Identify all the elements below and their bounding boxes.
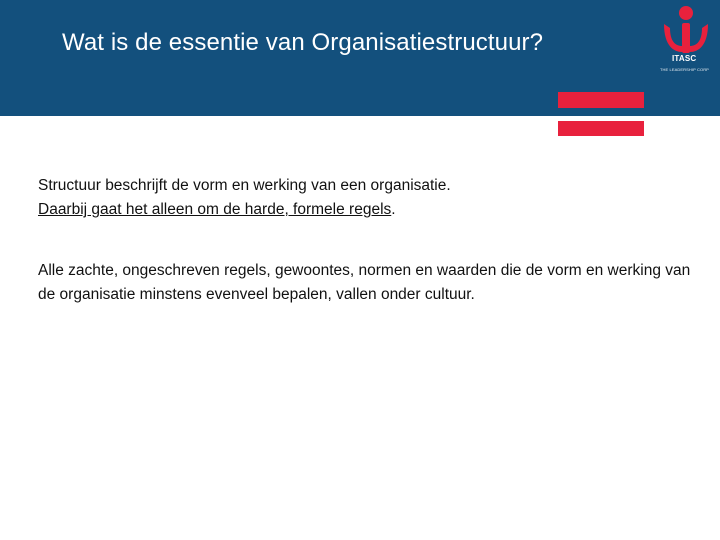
paragraph-structuur [38, 174, 698, 222]
logo-name: ITASC [672, 54, 697, 63]
slide-title: Wat is de essentie van Organisatiestructuur? [62, 29, 544, 56]
logo-tagline: THE LEADERSHIP CORP [660, 67, 709, 72]
paragraph-cultuur: Alle zachte, ongeschreven regels, gewoontes, normen en waarden die de vorm en werking van de organisatie minstens evenveel bepalen, vallen onder cultuur. [38, 262, 691, 303]
underlined-text: Daarbij gaat het alleen om de harde, formele regels [38, 201, 392, 218]
paragraph-line: Structuur beschrijft de vorm en werking van een organisatie. [38, 177, 451, 194]
sentence-end: . [391, 201, 396, 218]
accent-bar-top [558, 92, 644, 108]
accent-bar-bottom [558, 121, 644, 136]
